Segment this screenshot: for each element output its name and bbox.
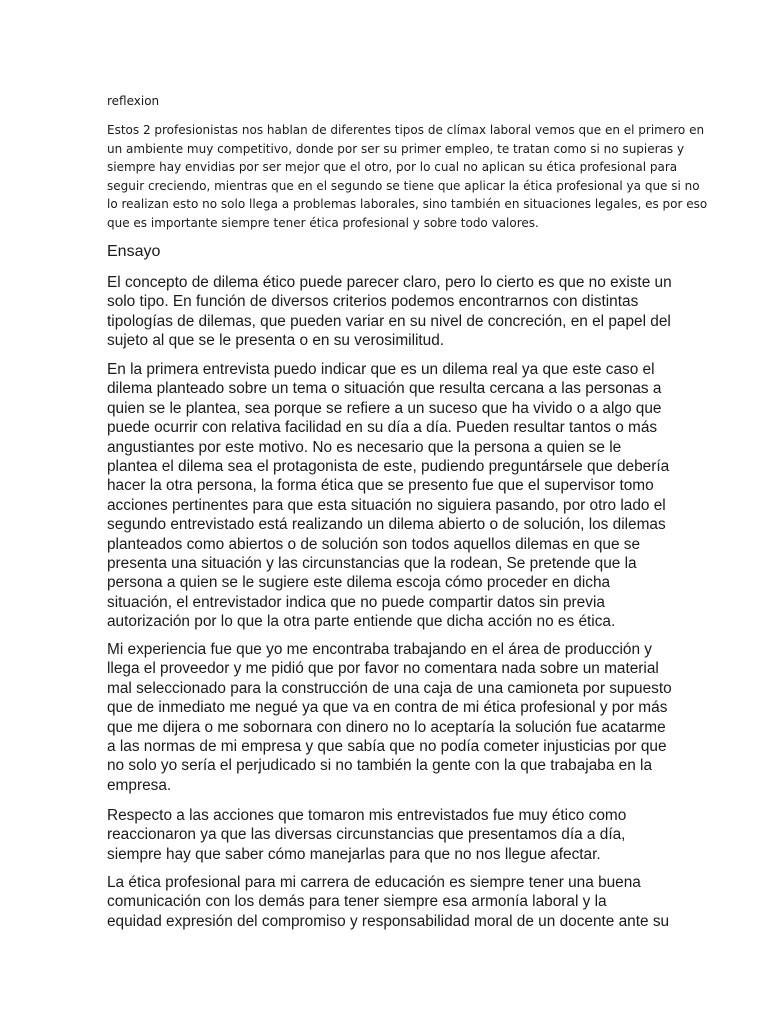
paragraph-line: acciones pertinentes para que esta situación no siguiera pasando, por otro lado el (107, 496, 666, 514)
reflexion-label: reflexion (107, 94, 160, 108)
paragraph-line: puede ocurrir con relativa facilidad en su día a día. Pueden resultar tantos o más (107, 419, 658, 437)
intro-line: un ambiente muy competitivo, donde por ser su primer empleo, te tratan como si no supieras y (107, 141, 685, 156)
paragraph-line: persona a quien se le sugiere este dilema escoja cómo proceder en dicha (107, 574, 611, 592)
paragraph-line: Mi experiencia fue que yo me encontraba trabajando en el área de producción y (107, 641, 653, 658)
paragraph-line: reaccionaron ya que las diversas circunstancias que presentamos día a día, (107, 826, 626, 844)
paragraph-line: solo tipo. En función de diversos criterios podemos encontrarnos con distintas (107, 293, 639, 311)
paragraph-line: a las normas de mi empresa y que sabía que no podía cometer injusticias por que (107, 738, 667, 756)
paragraph-line: Respecto a las acciones que tomaron mis entrevistados fue muy ético como (107, 807, 627, 824)
paragraph-line: presenta una situación y las circunstancias que la rodean, Se pretende que la (107, 555, 637, 573)
essay-paragraph-4 (107, 806, 663, 864)
paragraph-line: no solo yo sería el perjudicado si no también la gente con la que trabajaba en la (107, 757, 653, 775)
paragraph-line: que de inmediato me negué ya que va en contra de mi ética profesional y por más (107, 699, 668, 717)
essay-paragraph-5 (107, 873, 670, 931)
paragraph-line: situación, el entrevistador indica que no puede compartir datos sin previa (107, 593, 605, 611)
paragraph-line: angustiantes por este motivo. No es necesario que la persona a quien se le (107, 438, 622, 456)
paragraph-line: tipologías de dilemas, que pueden variar en su nivel de concreción, en el papel del (107, 312, 671, 330)
essay-paragraph-3 (107, 640, 672, 795)
essay-heading: Ensayo (107, 243, 161, 260)
paragraph-line: que me dijera o me sobornara con dinero no lo aceptaría la solución fue acatarme (107, 718, 666, 736)
paragraph-line: quien se le plantea, sea porque se refiere a un suceso que ha vivido o a algo que (107, 399, 662, 417)
essay-paragraph-1 (107, 273, 672, 351)
paragraph-line: sujeto al que se le presenta o en su verosimilitud. (107, 332, 445, 350)
intro-paragraph (107, 121, 708, 233)
intro-line: Estos 2 profesionistas nos hablan de diferentes tipos de clímax laboral vemos que en el primero en (107, 123, 705, 137)
paragraph-line: dilema planteado sobre un tema o situación que resulta cercana a las personas a (107, 380, 662, 398)
paragraph-line: autorización por lo que la otra parte entiende que dicha acción no es ética. (107, 613, 616, 631)
paragraph-line: mal seleccionado para la construcción de una caja de una camioneta por supuesto (107, 679, 672, 697)
intro-line: lo realizan esto no solo llega a problemas laborales, sino también en situaciones legales, es por eso (107, 197, 708, 212)
paragraph-line: plantea el dilema sea el protagonista de este, pudiendo preguntársele que debería (107, 458, 670, 476)
paragraph-line: comunicación con los demás para tener siempre esa armonía laboral y la (107, 893, 607, 911)
intro-line: que es importante siempre tener ética profesional y sobre todo valores. (107, 215, 539, 230)
intro-line: siempre hay envidias por ser mejor que el otro, por lo cual no aplican su ética profesional para (107, 160, 678, 175)
paragraph-line: llega el proveedor y me pidió que por favor no comentara nada sobre un material (107, 660, 659, 678)
essay-paragraph-2 (107, 360, 670, 632)
intro-line: seguir creciendo, mientras que en el segundo se tiene que aplicar la ética profesional ya que si no (107, 178, 700, 193)
paragraph-line: siempre hay que saber cómo manejarlas para que no nos llegue afectar. (107, 845, 601, 863)
paragraph-line: empresa. (107, 776, 172, 794)
paragraph-line: El concepto de dilema ético puede parecer claro, pero lo cierto es que no existe un (107, 274, 672, 291)
paragraph-line: En la primera entrevista puedo indicar que es un dilema real ya que este caso el (107, 361, 655, 378)
paragraph-line: equidad expresión del compromiso y responsabilidad moral de un docente ante su (107, 912, 670, 930)
paragraph-line: hacer la otra persona, la forma ética que se presento fue que el supervisor tomo (107, 477, 654, 495)
paragraph-line: La ética profesional para mi carrera de educación es siempre tener una buena (107, 874, 641, 891)
paragraph-line: segundo entrevistado está realizando un dilema abierto o de solución, los dilemas (107, 516, 666, 534)
paragraph-line: planteados como abiertos o de solución son todos aquellos dilemas en que se (107, 535, 641, 553)
